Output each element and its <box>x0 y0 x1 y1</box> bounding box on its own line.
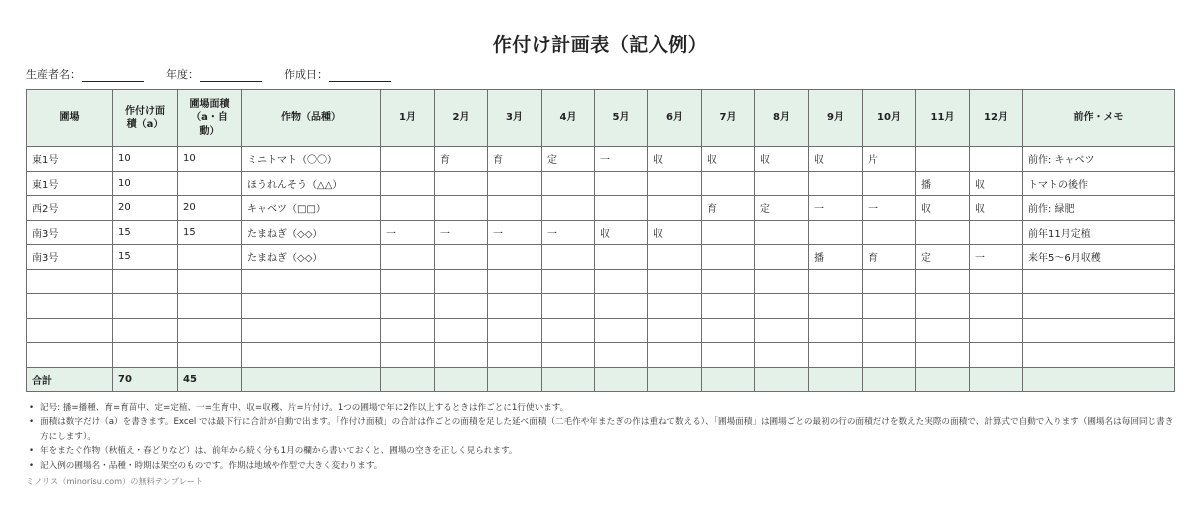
total-cell <box>542 367 595 391</box>
notes-section <box>26 401 1176 473</box>
table-row <box>27 147 1175 172</box>
table-cell[interactable]: 収 <box>970 171 1023 196</box>
table-cell[interactable] <box>242 269 381 294</box>
table-cell[interactable] <box>381 171 435 196</box>
table-cell[interactable] <box>435 196 488 221</box>
table-cell[interactable]: 育 <box>702 196 755 221</box>
producer-name-blank[interactable] <box>82 70 144 82</box>
table-cell[interactable] <box>435 245 488 270</box>
table-cell[interactable] <box>435 294 488 319</box>
table-cell[interactable]: 南3号 <box>27 220 113 245</box>
table-cell[interactable] <box>648 269 702 294</box>
table-cell[interactable] <box>178 245 242 270</box>
table-header-row <box>27 90 1175 147</box>
table-cell[interactable] <box>755 343 809 368</box>
table-cell[interactable]: 10 <box>113 147 178 172</box>
table-cell[interactable] <box>755 245 809 270</box>
table-cell[interactable]: 15 <box>113 220 178 245</box>
table-cell[interactable]: 前作: 緑肥 <box>1023 196 1175 221</box>
table-cell[interactable] <box>702 269 755 294</box>
table-cell[interactable] <box>595 245 648 270</box>
table-cell[interactable] <box>381 318 435 343</box>
table-cell[interactable] <box>648 343 702 368</box>
table-cell[interactable]: 15 <box>113 245 178 270</box>
column-header: 3月 <box>488 90 542 147</box>
column-header: 1月 <box>381 90 435 147</box>
column-header: 10月 <box>863 90 916 147</box>
table-row <box>27 220 1175 245</box>
producer-name-label: 生産者名： <box>26 68 81 81</box>
total-cell: 合計 <box>27 367 113 391</box>
table-cell[interactable] <box>863 171 916 196</box>
table-cell[interactable] <box>702 343 755 368</box>
table-cell[interactable] <box>178 269 242 294</box>
table-cell[interactable]: たまねぎ（◇◇） <box>242 245 381 270</box>
table-cell[interactable] <box>1023 318 1175 343</box>
year-blank[interactable] <box>200 70 262 82</box>
table-cell[interactable]: 東1号 <box>27 171 113 196</box>
table-cell[interactable]: 播 <box>809 245 863 270</box>
table-cell[interactable]: 一 <box>435 220 488 245</box>
table-cell[interactable] <box>242 318 381 343</box>
column-header: 6月 <box>648 90 702 147</box>
table-cell[interactable] <box>595 171 648 196</box>
table-cell[interactable]: 南3号 <box>27 245 113 270</box>
table-row <box>27 245 1175 270</box>
table-cell[interactable] <box>595 196 648 221</box>
total-cell: 45 <box>178 367 242 391</box>
table-cell[interactable] <box>809 318 863 343</box>
table-cell[interactable] <box>488 196 542 221</box>
table-cell[interactable]: 一 <box>809 196 863 221</box>
table-cell[interactable] <box>755 269 809 294</box>
column-header: 12月 <box>970 90 1023 147</box>
table-cell[interactable] <box>242 343 381 368</box>
table-cell[interactable] <box>863 220 916 245</box>
table-cell[interactable] <box>542 318 595 343</box>
total-cell <box>435 367 488 391</box>
table-cell[interactable] <box>863 318 916 343</box>
total-row <box>27 367 1175 391</box>
year-label: 年度： <box>166 68 199 81</box>
table-cell[interactable] <box>702 318 755 343</box>
total-cell <box>488 367 542 391</box>
table-cell[interactable] <box>113 318 178 343</box>
column-header: 4月 <box>542 90 595 147</box>
table-cell[interactable] <box>970 343 1023 368</box>
table-cell[interactable] <box>809 269 863 294</box>
table-cell[interactable] <box>242 294 381 319</box>
created-date-field[interactable] <box>284 66 391 82</box>
table-cell[interactable] <box>435 269 488 294</box>
table-cell[interactable] <box>970 294 1023 319</box>
table-cell[interactable]: たまねぎ（◇◇） <box>242 220 381 245</box>
table-cell[interactable]: 20 <box>113 196 178 221</box>
total-cell <box>381 367 435 391</box>
table-row <box>27 318 1175 343</box>
table-cell[interactable] <box>916 269 970 294</box>
table-cell[interactable] <box>542 343 595 368</box>
table-cell[interactable]: 収 <box>809 147 863 172</box>
table-cell[interactable] <box>113 269 178 294</box>
total-cell <box>916 367 970 391</box>
table-cell[interactable] <box>863 343 916 368</box>
table-cell[interactable]: 育 <box>435 147 488 172</box>
table-cell[interactable] <box>488 343 542 368</box>
table-cell[interactable] <box>381 245 435 270</box>
table-cell[interactable]: 片 <box>863 147 916 172</box>
table-row <box>27 171 1175 196</box>
table-cell[interactable]: 育 <box>863 245 916 270</box>
table-cell[interactable] <box>970 220 1023 245</box>
table-cell[interactable] <box>648 171 702 196</box>
table-cell[interactable] <box>648 196 702 221</box>
note-item: • 年をまたぐ作物（秋植え・春どりなど）は、前年から続く分も1月の欄から書いておくと、圃場の空きを正しく見られます。 <box>26 444 1176 458</box>
table-cell[interactable] <box>381 343 435 368</box>
table-cell[interactable] <box>755 171 809 196</box>
table-cell[interactable]: 20 <box>178 196 242 221</box>
table-row <box>27 294 1175 319</box>
table-cell[interactable]: 播 <box>916 171 970 196</box>
table-cell[interactable]: ミニトマト（〇〇） <box>242 147 381 172</box>
total-cell <box>1023 367 1175 391</box>
table-cell[interactable] <box>113 294 178 319</box>
column-header: 7月 <box>702 90 755 147</box>
table-cell[interactable] <box>970 269 1023 294</box>
table-cell[interactable] <box>595 294 648 319</box>
table-cell[interactable] <box>381 294 435 319</box>
table-cell[interactable]: 収 <box>595 220 648 245</box>
table-cell[interactable] <box>381 269 435 294</box>
table-cell[interactable] <box>27 269 113 294</box>
total-cell <box>595 367 648 391</box>
table-cell[interactable] <box>27 343 113 368</box>
column-header: 5月 <box>595 90 648 147</box>
table-cell[interactable] <box>755 294 809 319</box>
note-item: • 記入例の圃場名・品種・時期は架空のものです。作期は地域や作型で大きく変わります。 <box>26 459 1176 473</box>
table-cell[interactable] <box>809 294 863 319</box>
table-cell[interactable]: 一 <box>381 220 435 245</box>
table-cell[interactable] <box>755 220 809 245</box>
table-cell[interactable] <box>809 171 863 196</box>
table-cell[interactable] <box>702 220 755 245</box>
table-cell[interactable] <box>702 245 755 270</box>
header-fields <box>26 66 413 82</box>
table-cell[interactable] <box>178 294 242 319</box>
year-field[interactable] <box>166 66 262 82</box>
table-cell[interactable] <box>178 171 242 196</box>
table-cell[interactable] <box>542 196 595 221</box>
table-cell[interactable] <box>916 220 970 245</box>
table-cell[interactable]: ほうれんそう（△△） <box>242 171 381 196</box>
note-item: • 面積は数字だけ（a）を書きます。Excel では最下行に合計が自動で出ます。「作付け面積」の合計は作ごとの面積を足した延べ面積（二毛作や年またぎの作は重ねて数える）、「圃場面積」は圃場ごとの最初の行の面積だけを数えた実際の面積で、計算式で自動で入ります（圃場名は毎回同じ書き方にします）。 <box>26 415 1176 444</box>
total-cell <box>702 367 755 391</box>
table-cell[interactable] <box>542 294 595 319</box>
table-cell[interactable] <box>1023 294 1175 319</box>
table-cell[interactable] <box>648 318 702 343</box>
table-cell[interactable] <box>595 343 648 368</box>
table-cell[interactable] <box>916 147 970 172</box>
created-date-blank[interactable] <box>329 70 391 82</box>
table-cell[interactable] <box>488 245 542 270</box>
table-cell[interactable] <box>702 294 755 319</box>
total-cell <box>755 367 809 391</box>
table-cell[interactable]: 前年11月定植 <box>1023 220 1175 245</box>
column-header: 2月 <box>435 90 488 147</box>
table-cell[interactable]: 収 <box>648 220 702 245</box>
table-cell[interactable] <box>435 171 488 196</box>
column-header: 作付け面積（a） <box>113 90 178 147</box>
table-cell[interactable]: 西2号 <box>27 196 113 221</box>
table-cell[interactable]: 来年5〜6月収穫 <box>1023 245 1175 270</box>
table-cell[interactable]: 育 <box>488 147 542 172</box>
column-header: 11月 <box>916 90 970 147</box>
column-header: 圃場面積（a・自動） <box>178 90 242 147</box>
table-cell[interactable] <box>648 245 702 270</box>
table-cell[interactable]: 一 <box>542 220 595 245</box>
column-header: 9月 <box>809 90 863 147</box>
table-cell[interactable] <box>542 171 595 196</box>
table-cell[interactable] <box>916 318 970 343</box>
table-cell[interactable]: 15 <box>178 220 242 245</box>
column-header: 圃場 <box>27 90 113 147</box>
table-cell[interactable]: 10 <box>113 171 178 196</box>
table-cell[interactable] <box>542 245 595 270</box>
table-cell[interactable] <box>970 318 1023 343</box>
table-cell[interactable] <box>488 269 542 294</box>
table-cell[interactable]: 収 <box>648 147 702 172</box>
total-cell <box>242 367 381 391</box>
table-cell[interactable]: 東1号 <box>27 147 113 172</box>
table-cell[interactable] <box>435 343 488 368</box>
table-cell[interactable]: キャベツ（□□） <box>242 196 381 221</box>
planting-plan-table <box>26 89 1175 392</box>
table-cell[interactable]: 一 <box>970 245 1023 270</box>
table-cell[interactable] <box>27 294 113 319</box>
producer-name-field[interactable] <box>26 66 144 82</box>
table-cell[interactable]: 収 <box>702 147 755 172</box>
table-cell[interactable]: 一 <box>595 147 648 172</box>
total-cell <box>648 367 702 391</box>
table-cell[interactable]: 収 <box>970 196 1023 221</box>
table-cell[interactable] <box>648 294 702 319</box>
table-cell[interactable] <box>916 343 970 368</box>
total-cell: 70 <box>113 367 178 391</box>
table-cell[interactable] <box>970 147 1023 172</box>
table-cell[interactable]: 定 <box>542 147 595 172</box>
table-cell[interactable] <box>809 343 863 368</box>
table-cell[interactable] <box>1023 269 1175 294</box>
table-cell[interactable]: 10 <box>178 147 242 172</box>
table-cell[interactable] <box>755 318 809 343</box>
table-cell[interactable]: 一 <box>488 220 542 245</box>
table-cell[interactable] <box>542 269 595 294</box>
table-cell[interactable] <box>916 294 970 319</box>
column-header: 前作・メモ <box>1023 90 1175 147</box>
page-title: 作付け計画表（記入例） <box>492 34 708 56</box>
table-cell[interactable] <box>863 269 916 294</box>
table-cell[interactable] <box>702 171 755 196</box>
table-row <box>27 269 1175 294</box>
total-cell <box>809 367 863 391</box>
table-cell[interactable] <box>178 343 242 368</box>
table-cell[interactable] <box>1023 343 1175 368</box>
table-cell[interactable] <box>863 294 916 319</box>
table-cell[interactable] <box>27 318 113 343</box>
table-cell[interactable] <box>488 294 542 319</box>
table-cell[interactable]: 一 <box>863 196 916 221</box>
table-cell[interactable]: 定 <box>755 196 809 221</box>
note-item: • 記号: 播=播種、育=育苗中、定=定植、一=生育中、収=収穫、片=片付け。1つの圃場で年に2作以上するときは作ごとに1行使います。 <box>26 401 1176 415</box>
table-cell[interactable]: トマトの後作 <box>1023 171 1175 196</box>
column-header: 8月 <box>755 90 809 147</box>
created-date-label: 作成日： <box>284 68 328 81</box>
table-cell[interactable] <box>488 171 542 196</box>
column-header: 作物（品種） <box>242 90 381 147</box>
table-cell[interactable] <box>595 318 648 343</box>
total-cell <box>970 367 1023 391</box>
table-cell[interactable] <box>435 318 488 343</box>
table-row <box>27 343 1175 368</box>
table-cell[interactable]: 定 <box>916 245 970 270</box>
table-cell[interactable] <box>488 318 542 343</box>
table-row <box>27 196 1175 221</box>
table-cell[interactable] <box>809 220 863 245</box>
table-cell[interactable]: 前作: キャベツ <box>1023 147 1175 172</box>
table-cell[interactable] <box>595 269 648 294</box>
table-cell[interactable]: 収 <box>916 196 970 221</box>
table-cell[interactable] <box>381 196 435 221</box>
total-cell <box>863 367 916 391</box>
footer-credit: ミノリス（minorisu.com）の無料テンプレート <box>26 476 204 486</box>
table-cell[interactable] <box>178 318 242 343</box>
table-cell[interactable] <box>381 147 435 172</box>
table-cell[interactable]: 収 <box>755 147 809 172</box>
table-cell[interactable] <box>113 343 178 368</box>
